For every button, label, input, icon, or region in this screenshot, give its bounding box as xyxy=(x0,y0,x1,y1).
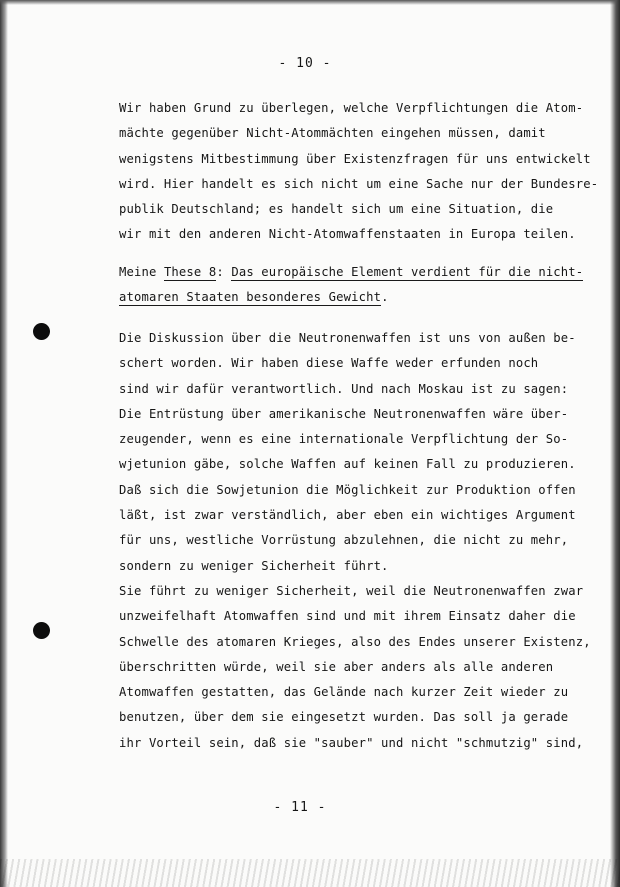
thesis-statement-part-2: atomaren Staaten besonderes Gewicht xyxy=(119,290,382,305)
text-line: Die Entrüstung über amerikanische Neutronenwaffen wäre über- xyxy=(119,406,569,421)
text-line: schert worden. Wir haben diese Waffe weder erfunden noch xyxy=(119,356,539,371)
thesis-line-1 xyxy=(119,260,584,285)
thesis-line-2 xyxy=(119,285,571,310)
scan-shadow-left xyxy=(0,0,8,887)
text-line: Schwelle des atomaren Krieges, also des Endes unserer Existenz, xyxy=(119,634,591,649)
text-line: Wir haben Grund zu überlegen, welche Verpflichtungen die Atom- xyxy=(119,101,584,115)
text-line: wir mit den anderen Nicht-Atomwaffenstaaten in Europa teilen. xyxy=(119,227,576,242)
text-line: publik Deutschland; es handelt sich um eine Situation, die xyxy=(119,202,554,217)
text-line: überschritten würde, weil sie aber anders als alle anderen xyxy=(119,659,554,674)
page-number-header: - 10 - xyxy=(278,56,332,71)
punch-hole-top xyxy=(33,323,50,340)
paragraph-sicherheit xyxy=(119,579,591,756)
text-line: sind wir dafür verantwortlich. Und nach Moskau ist zu sagen: xyxy=(119,381,569,396)
text-line: Daß sich die Sowjetunion die Möglichkeit zur Produktion offen xyxy=(119,482,576,497)
thesis-end: . xyxy=(381,290,389,305)
scan-shadow-top xyxy=(0,0,620,5)
thesis-separator: : xyxy=(216,265,232,279)
text-line: unzweifelhaft Atomwaffen sind und mit ihrem Einsatz daher die xyxy=(119,609,576,624)
text-line: für uns, westliche Vorrüstung abzulehnen, die nicht zu mehr, xyxy=(119,533,569,548)
text-line: sondern zu weniger Sicherheit führt. xyxy=(119,558,389,573)
text-line: Atomwaffen gestatten, das Gelände nach kurzer Zeit wieder zu xyxy=(119,685,569,700)
text-line: ihr Vorteil sein, daß sie "sauber" und nicht "schmutzig" sind, xyxy=(119,735,584,750)
text-line: Sie führt zu weniger Sicherheit, weil die Neutronenwaffen zwar xyxy=(119,584,584,598)
thesis-8-heading xyxy=(119,260,584,311)
page-number-footer: - 11 - xyxy=(273,800,327,815)
punch-hole-bottom xyxy=(33,622,50,639)
thesis-statement-part-1: Das europäische Element verdient für die nicht- xyxy=(231,265,584,279)
text-line: zeugender, wenn es eine internationale Verpflichtung der So- xyxy=(119,432,569,447)
paragraph-atommaechte xyxy=(119,96,599,248)
text-line: läßt, ist zwar verständlich, aber eben ein wichtiges Argument xyxy=(119,508,576,523)
paragraph-neutronenwaffen xyxy=(119,326,576,579)
thesis-label: These 8 xyxy=(163,265,217,279)
text-line: mächte gegenüber Nicht-Atommächten eingehen müssen, damit xyxy=(119,126,546,141)
text-line: wird. Hier handelt es sich nicht um eine Sache nur der Bundesre- xyxy=(119,176,599,191)
text-line: benutzen, über dem sie eingesetzt wurden. Das soll ja gerade xyxy=(119,710,569,725)
scan-shadow-right xyxy=(610,0,620,887)
text-line: wenigstens Mitbestimmung über Existenzfragen für uns entwickelt xyxy=(119,151,591,166)
thesis-prefix: Meine xyxy=(119,265,164,279)
text-line: wjetunion gäbe, solche Waffen auf keinen Fall zu produzieren. xyxy=(119,457,576,472)
scan-noise-bottom xyxy=(0,859,620,887)
text-line: Die Diskussion über die Neutronenwaffen ist uns von außen be- xyxy=(119,331,576,345)
